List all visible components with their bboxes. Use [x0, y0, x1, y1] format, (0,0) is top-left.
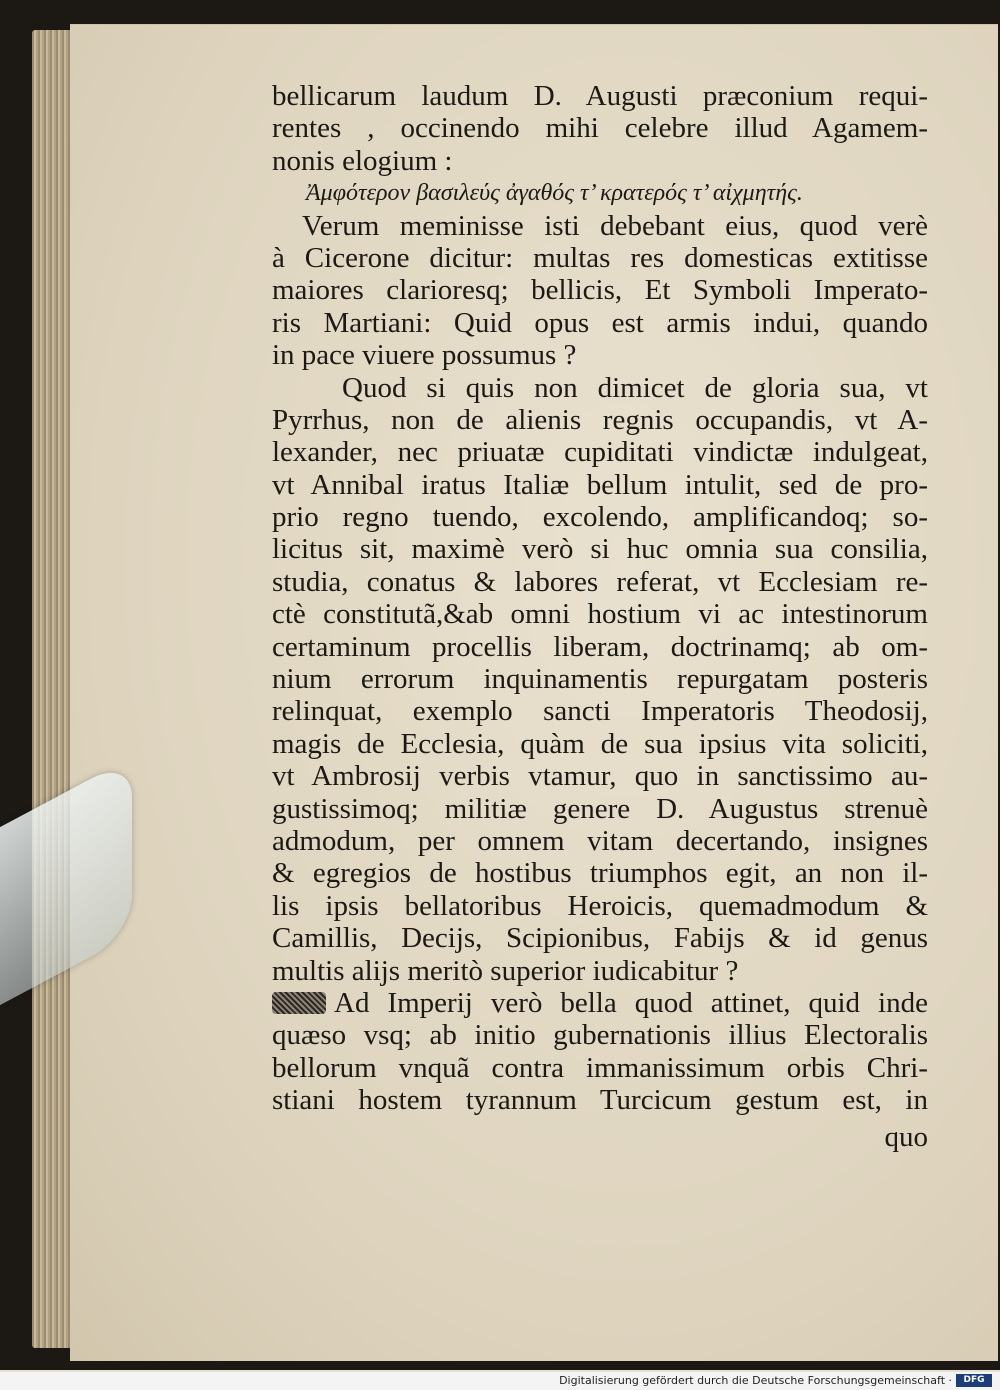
text-line: studia, conatus & labores referat, vt Ecclesiam re-: [272, 565, 928, 598]
text-line: Ad Imperij verò bella quod attinet, quid inde: [334, 986, 928, 1019]
text-line: licitus sit, maximè verò si huc omnia sua consilia,: [272, 533, 928, 566]
text-line: ris Martiani: Quid opus est armis indui, quando: [272, 306, 928, 339]
dfg-logo: DFG: [956, 1374, 992, 1387]
text-line: rentes , occinendo mihi celebre illud Agamem-: [272, 112, 928, 145]
text-line: certaminum procellis liberam, doctrinamq; ab om-: [272, 630, 928, 663]
paragraph-start: [272, 987, 928, 1019]
funding-notice: Digitalisierung gefördert durch die Deutsche Forschungsgemeinschaft ·: [559, 1374, 952, 1387]
text-line: vt Annibal iratus Italiæ bellum intulit, sed de pro-: [272, 468, 928, 501]
text-line: nonis elogium :: [272, 144, 453, 177]
text-line: maiores clarioresq; bellicis, Et Symboli Imperato-: [272, 274, 928, 307]
text-line: à Cicerone dicitur: multas res domesticas extitisse: [272, 241, 928, 274]
text-line: Pyrrhus, non de alienis regnis occupandis, vt A-: [272, 403, 928, 436]
text-line: gustissimoq; militiæ genere D. Augustus strenuè: [272, 792, 928, 825]
digitization-footer: [0, 1372, 1000, 1390]
text-line: nium errorum inquinamentis repurgatam posteris: [272, 663, 928, 696]
text-line: prio regno tuendo, excolendo, amplificandoq; so-: [272, 501, 928, 534]
text-line: Verum meminisse isti debebant eius, quod verè: [302, 209, 928, 242]
text-line: admodum, per omnem vitam decertando, insignes: [272, 824, 928, 857]
text-line: lexander, nec priuatæ cupiditati vindictæ indulgeat,: [272, 436, 928, 469]
text-line: relinquat, exemplo sancti Imperatoris Theodosij,: [272, 695, 928, 728]
text-line: vt Ambrosij verbis vtamur, quo in sanctissimo au-: [272, 760, 928, 793]
text-line: stiani hostem tyrannum Turcicum gestum est, in: [272, 1084, 928, 1117]
text-line: bellorum vnquã contra immanissimum orbis Chri-: [272, 1051, 928, 1084]
text-line: & egregios de hostibus triumphos egit, an non il-: [272, 857, 928, 890]
text-line: multis alijs meritò superior iudicabitur ?: [272, 954, 739, 987]
text-line: lis ipsis bellatoribus Heroicis, quemadmodum &: [272, 889, 928, 922]
text-line: Camillis, Decijs, Scipionibus, Fabijs & id genus: [272, 922, 928, 955]
text-line: quæso vsq; ab initio gubernationis illius Electoralis: [272, 1019, 928, 1052]
paragraph-ornament-icon: [272, 992, 326, 1014]
text-line: bellicarum laudum D. Augusti præconium requi-: [272, 80, 928, 112]
text-line: Quod si quis non dimicet de gloria sua, vt: [342, 371, 928, 404]
page-text: [272, 80, 928, 1153]
text-line: magis de Ecclesia, quàm de sua ipsius vita soliciti,: [272, 727, 928, 760]
text-line: in pace viuere possumus ?: [272, 339, 577, 372]
text-line: ctè constitutã,&ab omni hostium vi ac intestinorum: [272, 598, 928, 631]
catchword: quo: [884, 1120, 928, 1153]
greek-quotation: Ἀμφότερον βασιλεύς ἀγαθός τ’ κρατερός τ’ αἰχμητής.: [306, 180, 803, 207]
